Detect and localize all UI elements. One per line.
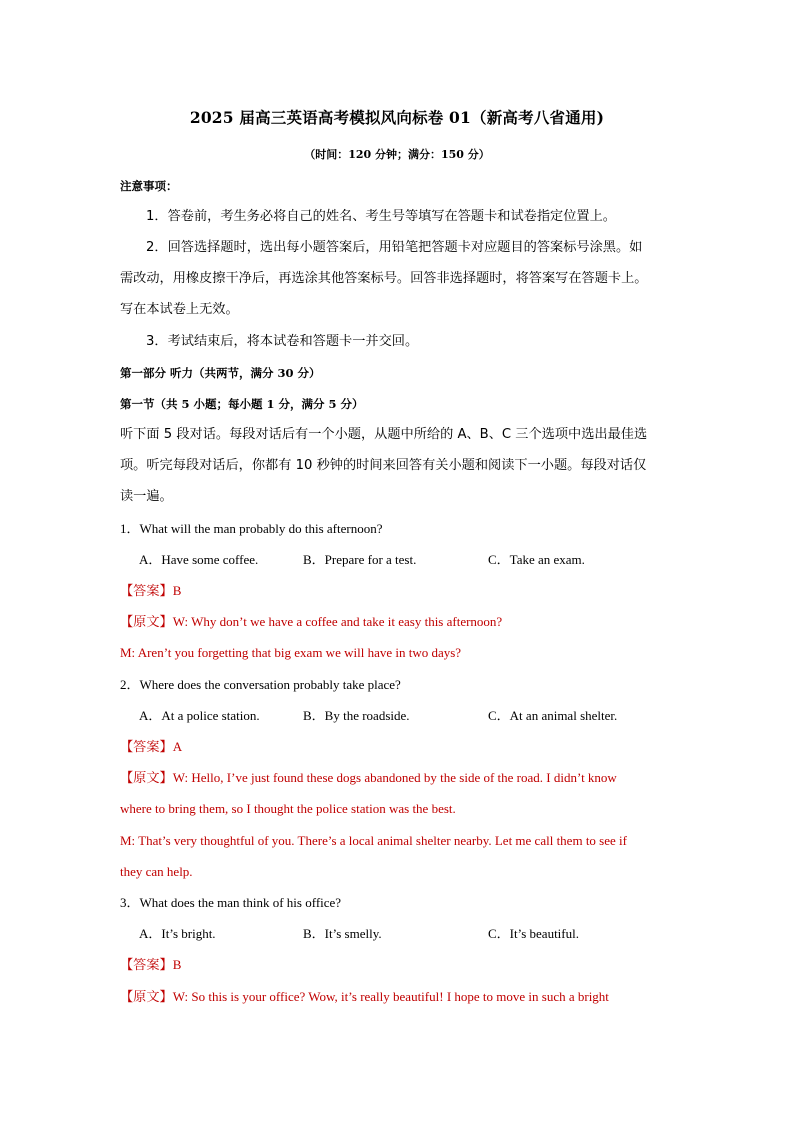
answer-value: B xyxy=(172,957,182,972)
option-a: A．It’s bright. xyxy=(139,926,216,941)
notice-item: 2．回答选择题时，选出每小题答案后，用铅笔把答题卡对应题目的答案标号涂黑。如 xyxy=(146,240,643,255)
instructions-line: 听下面 5 段对话。每段对话后有一个小题，从题中所给的 A、B、C 三个选项中选出最佳选 xyxy=(120,427,648,442)
option-c: C．It’s beautiful. xyxy=(488,926,579,941)
answer-label: 【答案】 xyxy=(120,958,173,973)
transcript-label: 【原文】 xyxy=(120,990,173,1005)
section-heading: 第一节（共 5 小题；每小题 1 分，满分 5 分） xyxy=(120,397,364,411)
transcript-text: W: Hello, I’ve just found these dogs abandoned by the side of the road. I didn’t know xyxy=(172,770,617,785)
answer-label: 【答案】 xyxy=(120,584,173,599)
option-c: C．Take an exam. xyxy=(488,552,585,567)
answer-line xyxy=(120,957,181,974)
answer-line xyxy=(120,739,182,756)
question-stem: 3．What does the man think of his office? xyxy=(120,895,342,910)
transcript-text: W: So this is your office? Wow, it’s really beautiful! I hope to move in such a bright xyxy=(172,989,609,1004)
answer-value: B xyxy=(172,583,182,598)
notice-heading: 注意事项： xyxy=(120,179,178,193)
transcript-line xyxy=(120,770,617,787)
question-stem: 1．What will the man probably do this afternoon? xyxy=(120,521,383,536)
option-a: A．At a police station. xyxy=(139,708,260,723)
question-stem: 2．Where does the conversation probably take place? xyxy=(120,677,401,692)
notice-item: 需改动，用橡皮擦干净后，再选涂其他答案标号。回答非选择题时，将答案写在答题卡上。 xyxy=(120,271,648,286)
answer-value: A xyxy=(172,739,183,754)
answer-label: 【答案】 xyxy=(120,740,173,755)
transcript-text: M: That’s very thoughtful of you. There’s a local animal shelter nearby. Let me call them to see if xyxy=(120,833,627,848)
answer-line xyxy=(120,583,181,600)
option-b: B．By the roadside. xyxy=(303,708,410,723)
option-b: B．Prepare for a test. xyxy=(303,552,417,567)
transcript-text: W: Why don’t we have a coffee and take it easy this afternoon? xyxy=(172,614,503,629)
transcript-text: M: Aren’t you forgetting that big exam we will have in two days? xyxy=(120,645,462,660)
instructions-line: 项。听完每段对话后，你都有 10 秒钟的时间来回答有关小题和阅读下一小题。每段对话仅 xyxy=(120,458,647,473)
transcript-text: where to bring them, so I thought the police station was the best. xyxy=(120,801,456,816)
transcript-text: they can help. xyxy=(120,864,193,879)
page-title: 2025 届高三英语高考模拟风向标卷 01（新高考八省通用) xyxy=(189,108,605,127)
option-b: B．It’s smelly. xyxy=(303,926,382,941)
option-c: C．At an animal shelter. xyxy=(488,708,618,723)
transcript-line xyxy=(120,614,502,631)
notice-item: 写在本试卷上无效。 xyxy=(120,302,239,317)
transcript-line xyxy=(120,989,609,1006)
instructions-line: 读一遍。 xyxy=(120,489,173,504)
notice-item: 3．考试结束后，将本试卷和答题卡一并交回。 xyxy=(146,334,419,349)
notice-item: 1．答卷前，考生务必将自己的姓名、考生号等填写在答题卡和试卷指定位置上。 xyxy=(146,209,616,224)
option-a: A．Have some coffee. xyxy=(139,552,259,567)
transcript-label: 【原文】 xyxy=(120,615,173,630)
page-subtitle: （时间：120 分钟；满分：150 分） xyxy=(304,148,490,161)
transcript-label: 【原文】 xyxy=(120,771,173,786)
part-heading: 第一部分 听力（共两节，满分 30 分） xyxy=(120,366,321,380)
